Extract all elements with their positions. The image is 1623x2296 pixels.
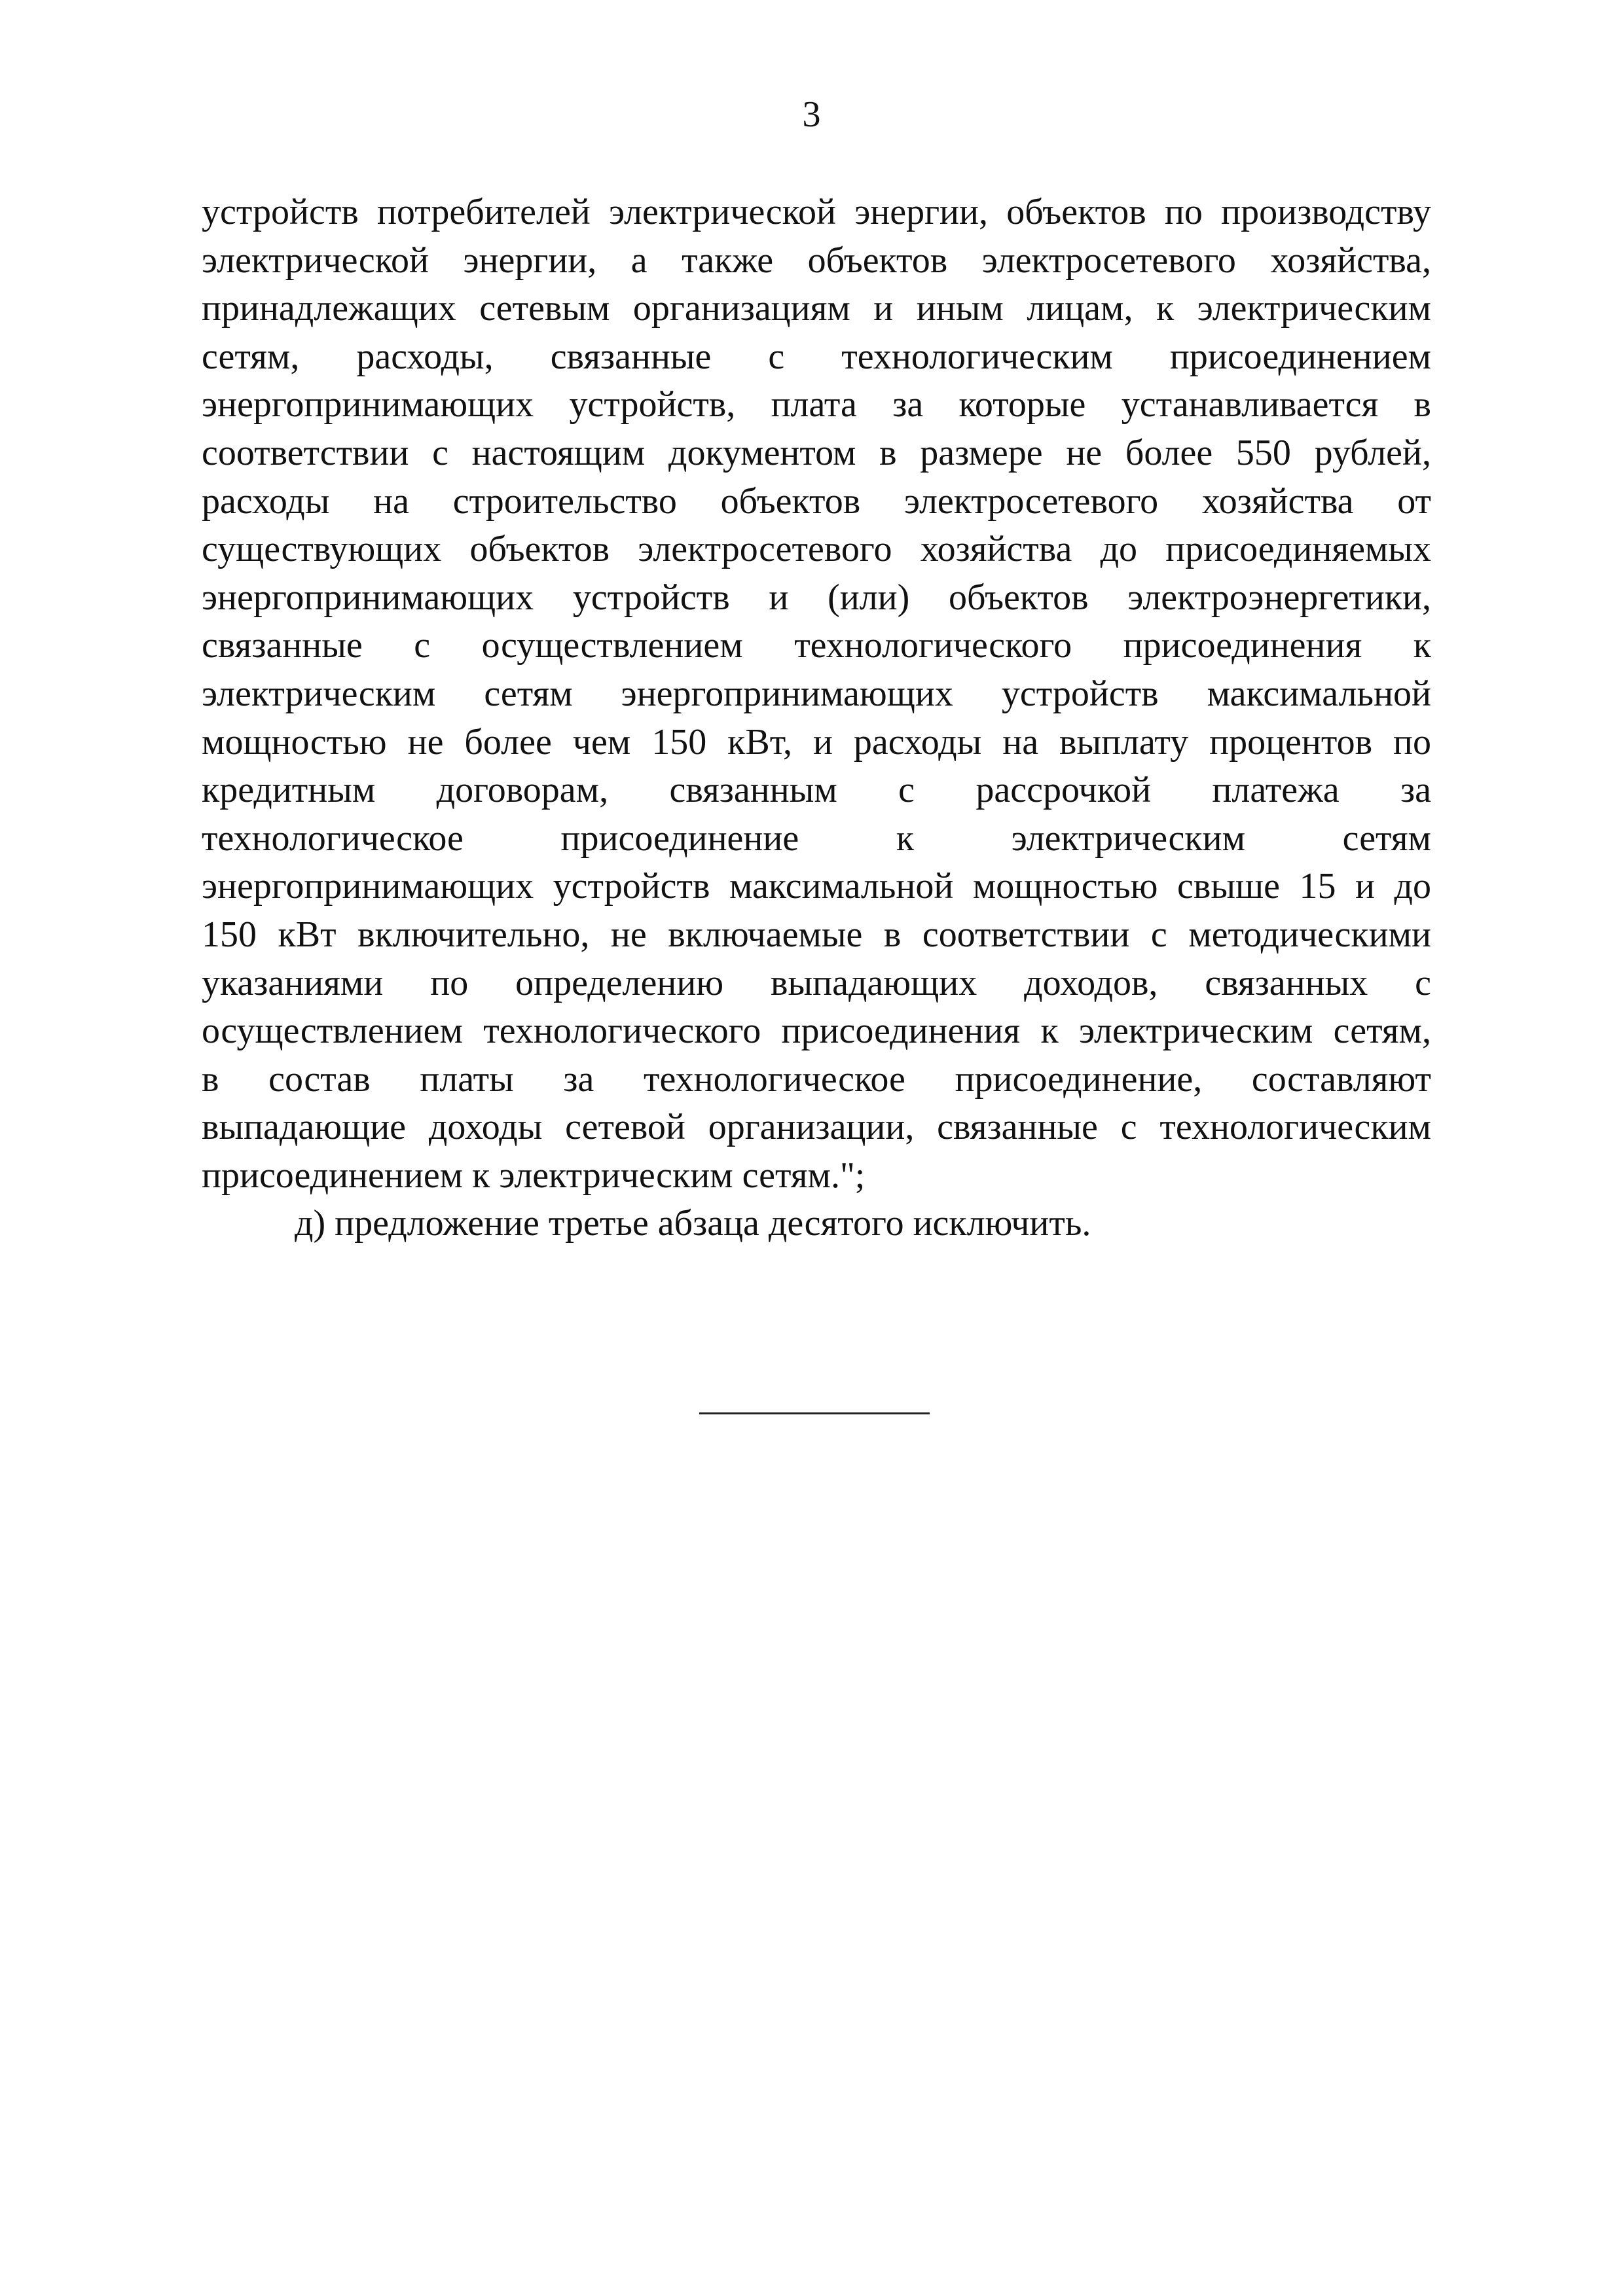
text-line: расходы на строительство объектов электросетевого хозяйства от <box>202 480 1431 522</box>
text-line: связанные с осуществлением технологического присоединения к <box>202 625 1431 666</box>
text-line: технологическое присоединение к электрическим сетям <box>202 817 1431 859</box>
text-line: энергопринимающих устройств, плата за которые устанавливается в <box>202 384 1431 425</box>
text-line: соответствии с настоящим документом в размере не более 550 рублей, <box>202 432 1431 473</box>
text-line: сетям, расходы, связанные с технологическим присоединением <box>202 336 1431 377</box>
end-separator-line <box>699 1412 930 1414</box>
text-line: устройств потребителей электрической энергии, объектов по производству <box>202 192 1431 232</box>
text-line: в состав платы за технологическое присоединение, составляют <box>202 1058 1431 1100</box>
text-line: существующих объектов электросетевого хозяйства до присоединяемых <box>202 529 1431 570</box>
text-line: электрическим сетям энергопринимающих устройств максимальной <box>202 673 1431 714</box>
page-number: 3 <box>802 94 821 135</box>
document-body <box>202 188 1431 1248</box>
text-line: энергопринимающих устройств и (или) объектов электроэнергетики, <box>202 577 1431 618</box>
final-paragraph: д) предложение третье абзаца десятого исключить. <box>295 1203 1091 1244</box>
text-line: мощностью не более чем 150 кВт, и расходы на выплату процентов по <box>202 721 1431 762</box>
text-line: осуществлением технологического присоединения к электрическим сетям, <box>202 1011 1431 1052</box>
text-line: выпадающие доходы сетевой организации, связанные с технологическим <box>202 1107 1431 1148</box>
text-line: электрической энергии, а также объектов электросетевого хозяйства, <box>202 240 1431 281</box>
text-line: 150 кВт включительно, не включаемые в соответствии с методическими <box>202 914 1431 955</box>
text-line: кредитным договорам, связанным с рассрочкой платежа за <box>202 770 1431 811</box>
text-line: присоединением к электрическим сетям."; <box>202 1155 866 1196</box>
text-line: указаниями по определению выпадающих доходов, связанных с <box>202 962 1431 1003</box>
text-line: энергопринимающих устройств максимальной мощностью свыше 15 и до <box>202 866 1431 907</box>
text-line: принадлежащих сетевым организациям и иным лицам, к электрическим <box>202 288 1431 329</box>
